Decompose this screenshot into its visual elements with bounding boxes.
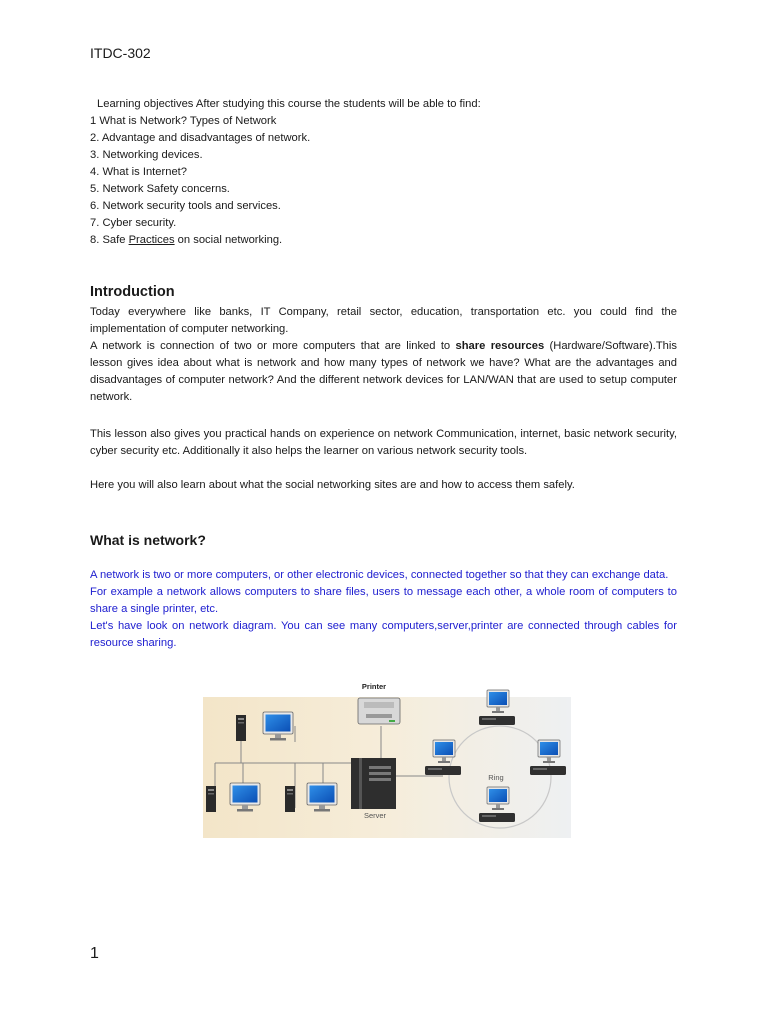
- bold-term: share resources: [455, 340, 545, 352]
- text-span: (Hardware/Software).This lesson gives idea about what is network and how many types of network we have? What are the advantages and disadvantages of computer network? And the different network devices for LAN/WAN that are used to setup computer network.: [90, 340, 677, 403]
- lesson-paragraph: This lesson also gives you practical hands on experience on network Communication, internet, basic network security, cyber security etc. Additionally it also helps the learner on various network security tools.: [90, 428, 677, 457]
- printer-icon: [358, 698, 400, 724]
- course-code: ITDC-302: [90, 45, 151, 61]
- network-definition: [90, 567, 677, 652]
- introduction-paragraph: [90, 304, 677, 406]
- definition-line: A network is two or more computers, or other electronic devices, connected together so that they can exchange data.: [90, 569, 669, 581]
- definition-line: Let's have look on network diagram. You can see many computers,server,printer are connected through cables for resource sharing.: [90, 620, 677, 649]
- underlined-word: Practices: [128, 234, 175, 246]
- what-is-network-heading: What is network?: [90, 532, 206, 548]
- objective-item: 4. What is Internet?: [90, 166, 188, 178]
- intro-sentence: Today everywhere like banks, IT Company, retail sector, education, transportation etc. you could find the implementation of computer networking.: [90, 306, 677, 335]
- server-label: Server: [363, 811, 387, 820]
- objective-item-prefix: 8. Safe: [90, 234, 129, 246]
- objective-item: 1 What is Network? Types of Network: [90, 115, 277, 127]
- printer-label: Printer: [361, 682, 387, 691]
- objective-item: [90, 232, 690, 249]
- server-icon: [351, 758, 396, 809]
- objective-item: 7. Cyber security.: [90, 217, 177, 229]
- page-number: 1: [90, 945, 99, 962]
- definition-line: For example a network allows computers to share files, users to message each other, a whole room of computers to share a single printer, etc.: [90, 586, 677, 615]
- social-paragraph: Here you will also learn about what the social networking sites are and how to access them safely.: [90, 479, 575, 491]
- intro-sentence: [90, 338, 677, 406]
- learning-objectives: [90, 96, 690, 249]
- objective-item: 2. Advantage and disadvantages of network.: [90, 132, 311, 144]
- introduction-heading: Introduction: [90, 284, 175, 300]
- text-span: A network is connection of two or more computers that are linked to: [90, 340, 456, 352]
- objective-item: 3. Networking devices.: [90, 149, 203, 161]
- objective-item: 6. Network security tools and services.: [90, 200, 281, 212]
- objectives-intro: Learning objectives After studying this course the students will be able to find:: [97, 98, 481, 110]
- ring-label: Ring: [488, 773, 504, 782]
- objective-item: 5. Network Safety concerns.: [90, 183, 230, 195]
- network-diagram: [203, 676, 571, 838]
- objective-item-suffix: on social networking.: [174, 234, 283, 246]
